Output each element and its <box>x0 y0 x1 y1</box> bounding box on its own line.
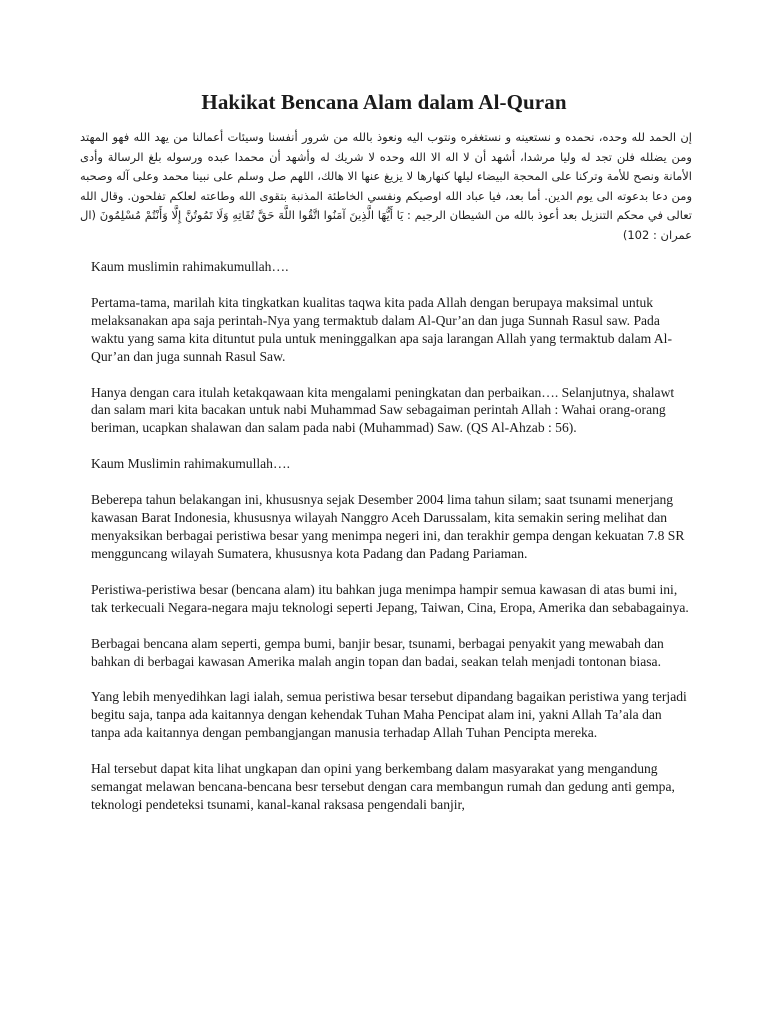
paragraph: Hanya dengan cara itulah ketakqawaan kita mengalami peningkatan dan perbaikan…. Selanjutnya, shalawt dan salam mari kita bacakan untuk nabi Muhammad Saw sebagaiman perintah Allah : Wahai orang-orang beriman, ucapkan shalawan dan salam pada nabi (Muhammad) Saw. (QS Al-Ahzab : 56). <box>91 384 675 436</box>
document-title: Hakikat Bencana Alam dalam Al-Quran <box>201 90 567 114</box>
paragraph: Peristiwa-peristiwa besar (bencana alam) itu bahkan juga menimpa hampir semua kawasan di atas bumi ini, tak terkecuali Negara-negara maju teknologi seperti Jepang, Taiwan, Cina, Eropa, Amerika dan sebabagainya. <box>91 581 689 615</box>
paragraph: Pertama-tama, marilah kita tingkatkan kualitas taqwa kita pada Allah dengan berupaya maksimal untuk melaksanakan apa saja perintah-Nya yang termaktub dalam Al-Qur’an dan juga Sunnah Rasul saw. Pada waktu yang sama kita dituntut pula untuk meninggalkan apa saja larangan Allah yang termaktub dalam Al-Qur’an dan juga sunnah Rasul Saw. <box>91 294 672 364</box>
arabic-opening-text: إن الحمد لله وحده، نحمده و نستعينه و نستغفره ونتوب اليه ونعوذ بالله من شرور أنفسنا وسيئات أعمالنا من يهد الله فهو المهتد ومن يضلله فلن تجد له وليا مرشدا، أشهد أن لا اله الا الله وحده لا شريك له وأشهد أن محمدا عبده ورسوله بلغ الرسالة وأدى الأمانة ونصح للأمة وتركنا على المحجة البيضاء ليلها كنهارها لا يزيغ عنها الا هالك، اللهم صل وسلم على نبينا محمد وعلى آله وصحبه ومن دعا بدعوته الى يوم الدين. أما بعد، فيا عباد الله اوصيكم ونفسي الخاطئة المذنبة بتقوى الله وطاعته لعلكم تفلحون. وقال الله تعالى في محكم التنزيل بعد أعوذ بالله من الشيطان الرجيم : يَا أَيُّهَا الَّذِينَ آمَنُوا اتَّقُوا اللَّهَ حَقَّ تُقَاتِهِ وَلَا تَمُوتُنَّ إِلَّا وَأَنْتُمْ مُسْلِمُونَ (ال عمران : 102) <box>80 130 692 242</box>
paragraph: Beberepa tahun belakangan ini, khususnya sejak Desember 2004 lima tahun silam; saat tsunami menerjang kawasan Barat Indonesia, khususnya wilayah Nanggro Aceh Darussalam, kita semakin sering melihat dan menyaksikan berbagai peristiwa besar yang menimpa negeri ini, dan terakhir gempa dengan kekuatan 7.8 SR mengguncang wilayah Sumatera, khususnya kota Padang dan Padang Pariaman. <box>91 492 685 561</box>
paragraph: Hal tersebut dapat kita lihat ungkapan dan opini yang berkembang dalam masyarakat yang mengandung semangat melawan bencana-bencana besr tersebut dengan cara membangun rumah dan gedung anti gempa, teknologi pendeteksi tsunami, kanal-kanal raksasa pengendali banjir, <box>91 761 675 812</box>
paragraph-greeting: Kaum Muslimin rahimakumullah…. <box>91 456 290 472</box>
paragraph: Yang lebih menyedihkan lagi ialah, semua peristiwa besar tersebut dipandang bagaikan peristiwa yang terjadi begitu saja, tanpa ada kaitannya dengan kehendak Tuhan Maha Pencipat alam ini, yakni Allah Ta’ala dan tanpa ada kaitannya dengan pembangjangan manusia terhadap Allah Tuhan Pencipta mereka. <box>91 689 687 741</box>
paragraph-greeting: Kaum muslimin rahimakumullah…. <box>91 259 289 274</box>
paragraph: Berbagai bencana alam seperti, gempa bumi, banjir besar, tsunami, berbagai penyakit yang mewabah dan bahkan di berbagai kawasan Amerika malah angin topan dan badai, seakan telah menjadi tontonan biasa. <box>91 635 664 669</box>
document-body <box>91 258 691 832</box>
